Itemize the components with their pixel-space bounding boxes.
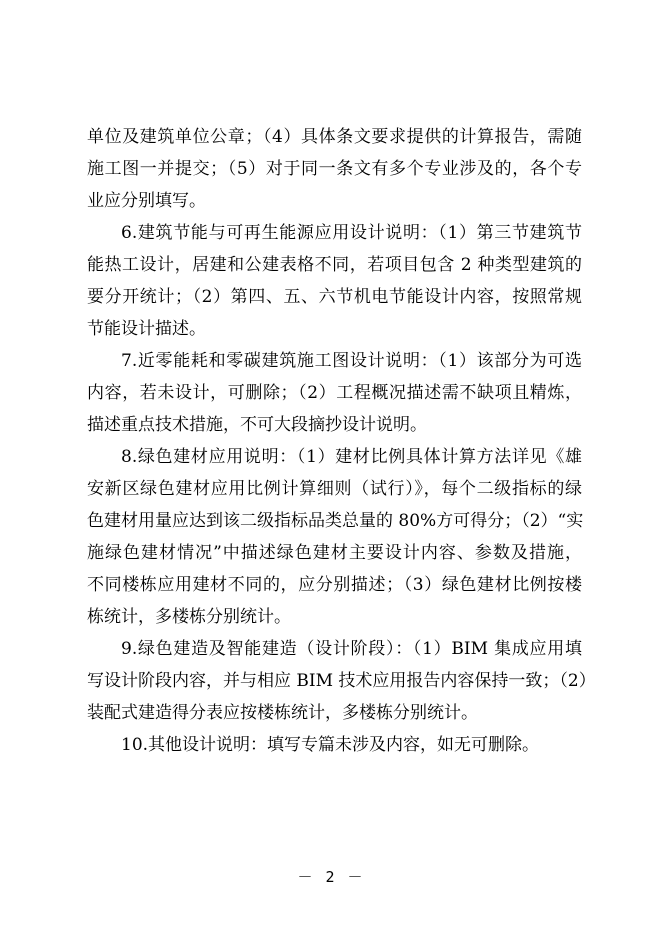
text-line: 单位及建筑单位公章；（4）具体条文要求提供的计算报告，需随: [87, 127, 582, 147]
text-line: 施工图一并提交；（5）对于同一条文有多个专业涉及的，各个专: [87, 159, 582, 179]
text-line: 色建材用量应达到该二级指标品类总量的 80%方可得分；（2）“实: [87, 511, 584, 531]
text-line: 节能设计描述。: [87, 319, 206, 339]
text-line: 栋统计，多楼栋分别统计。: [87, 607, 291, 627]
text-line: 要分开统计；（2）第四、五、六节机电节能设计内容，按照常规: [87, 287, 582, 307]
text-line: 6.建筑节能与可再生能源应用设计说明：（1）第三节建筑节: [121, 223, 582, 243]
text-line: 9.绿色建造及智能建造（设计阶段）：（1）BIM 集成应用填: [121, 639, 582, 659]
text-line: 安新区绿色建材应用比例计算细则（试行）》，每个二级指标的绿: [87, 479, 582, 499]
text-line: 能热工设计，居建和公建表格不同，若项目包含 2 种类型建筑的: [87, 255, 582, 275]
page-number: － 2 －: [297, 868, 365, 886]
text-line: 业应分别填写。: [87, 191, 206, 211]
text-line: 7.近零能耗和零碳建筑施工图设计说明：（1）该部分为可选: [121, 351, 582, 371]
text-line: 装配式建造得分表应按楼栋统计，多楼栋分别统计。: [87, 703, 478, 723]
text-line: 描述重点技术措施，不可大段摘抄设计说明。: [87, 415, 427, 435]
text-line: 8.绿色建材应用说明：（1）建材比例具体计算方法详见《雄: [121, 447, 582, 467]
body-text: [87, 121, 596, 761]
text-line: 写设计阶段内容，并与相应 BIM 技术应用报告内容保持一致；（2）: [87, 671, 596, 691]
text-line: 内容，若未设计，可删除；（2）工程概况描述需不缺项且精炼，: [87, 383, 582, 403]
text-line: 10.其他设计说明：填写专篇未涉及内容，如无可删除。: [121, 735, 540, 755]
text-line: 施绿色建材情况”中描述绿色建材主要设计内容、参数及措施，: [87, 543, 582, 563]
text-line: 不同楼栋应用建材不同的，应分别描述；（3）绿色建材比例按楼: [87, 575, 582, 595]
